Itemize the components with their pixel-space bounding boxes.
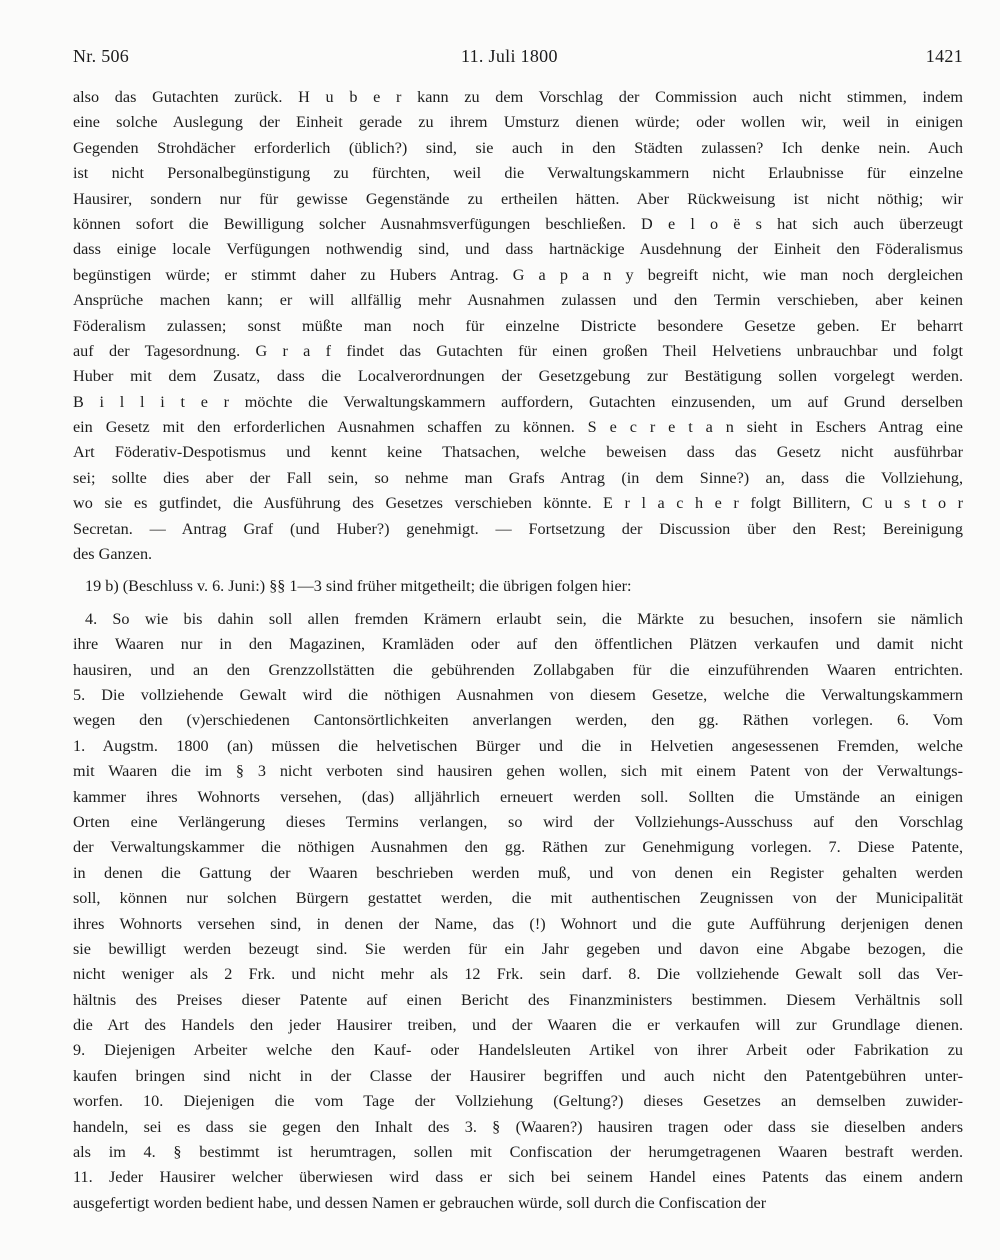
text-line: nicht weniger als 2 Frk. und nicht mehr als 12 Frk. sein darf. 8. Die vollziehende Gewalt soll das Ver- [73, 965, 963, 984]
text-line: Secretan. — Antrag Graf (und Huber?) genehmigt. — Fortsetzung der Discussion über den Rest; Bereinigung [73, 519, 963, 538]
text-line: der Verwaltungskammer die nöthigen Ausnahmen den gg. Räthen zur Genehmigung vorlegen. 7. Diese Patente, [73, 838, 963, 857]
text-line: Huber mit dem Zusatz, dass die Localverordnungen der Gesetzgebung zur Bestätigung sollen vorgelegt werden. [73, 367, 963, 386]
text-line: 9. Diejenigen Arbeiter welche den Kauf- oder Handelsleuten Artikel von ihrer Arbeit oder Fabrikation zu [73, 1041, 963, 1060]
text-line: Art Föderativ-Despotismus und kennt keine Thatsachen, welche beweisen dass das Gesetz nicht ausführbar [73, 443, 963, 462]
text-line: kaufen bringen sind nicht in der Classe der Hausirer begriffen und auch nicht den Patentgebühren unter- [73, 1066, 963, 1085]
text-line: eine solche Auslegung der Einheit gerade zu ihrem Umsturz dienen würde; oder wollen wir, weil in einigen [73, 113, 963, 132]
text-line: worfen. 10. Diejenigen die vom Tage der Vollziehung (Geltung?) dieses Gesetzes an demselben zuwider- [73, 1092, 963, 1111]
text-line: wegen den (v)erschiedenen Cantonsörtlichkeiten anverlangen werden, den gg. Räthen vorlegen. 6. Vom [73, 711, 963, 730]
text-line: also das Gutachten zurück. H u b e r kann zu dem Vorschlag der Commission auch nicht stimmen, indem [73, 88, 963, 106]
text-line: 5. Die vollziehende Gewalt wird die nöthigen Ausnahmen von diesem Gesetze, welche die Verwaltungskammern [73, 685, 963, 704]
document-body [73, 85, 963, 1216]
text-line: handeln, sei es dass sie gegen den Inhalt des 3. § (Waaren?) hausiren tragen oder dass sie dieselben anders [73, 1117, 963, 1136]
text-line: ihre Waaren nur in den Magazinen, Kramläden oder auf den öffentlichen Plätzen verkaufen und damit nicht [73, 635, 963, 654]
text-line: die Art des Handels den jeder Hausirer treiben, und der Waaren die er verkaufen will zur Grundlage dienen. [73, 1016, 963, 1035]
text-line: Hausirer, sondern nur für gewisse Gegenstände zu ertheilen hätten. Aber Rückweisung ist nicht nöthig; wir [73, 189, 963, 208]
paragraph [73, 607, 963, 1216]
text-line: ihres Wohnorts versehen sind, in denen der Name, das (!) Wohnort und die gute Aufführung derjenigen denen [73, 914, 963, 933]
text-line: in denen die Gattung der Waaren beschrieben werden muß, und von denen ein Register gehalten werden [73, 863, 963, 882]
text-line: Ansprüche machen kann; er will allfällig mehr Ausnahmen zulassen und den Termin verschieben, aber keinen [73, 291, 963, 310]
text-line: hältnis des Preises dieser Patente auf einen Bericht des Finanzministers bestimmen. Diesem Verhältnis soll [73, 990, 963, 1009]
text-line: Gegenden Strohdächer erforderlich (üblich?) sind, sie auch in den Städten zulassen? Ich denke nein. Auch [73, 138, 963, 157]
paragraph-gap [73, 600, 963, 607]
text-line: begünstigen würde; er stimmt daher zu Hubers Antrag. G a p a n y begreift nicht, wie man noch dergleichen [73, 265, 963, 284]
text-line: können sofort die Bewilligung solcher Ausnahmsverfügungen beschließen. D e l o ë s hat sich auch überzeugt [73, 214, 963, 233]
text-line: auf der Tagesordnung. G r a f findet das Gutachten für einen großen Theil Helvetiens unbrauchbar und folgt [73, 341, 963, 360]
page-number: 1421 [925, 46, 963, 66]
text-line: kammer ihres Wohnorts versehen, (das) alljährlich erneuert werden soll. Sollten die Umstände an einigen [73, 787, 963, 806]
text-line: als im 4. § bestimmt ist herumtragen, sollen mit Confiscation der herumgetragenen Waaren bestraft werden. [73, 1143, 963, 1162]
text-line: 1. Augstm. 1800 (an) müssen die helvetischen Bürger und die in Helvetien angesessenen Fremden, welche [73, 736, 963, 755]
text-line: soll, können nur solchen Bürgern gestattet werden, die mit authentischen Zeugnissen von der Municipalität [73, 889, 963, 908]
text-line: B i l l i t e r möchte die Verwaltungskammern auffordern, Gutachten einzusenden, um auf Grund derselben [73, 392, 963, 411]
text-line: 4. So wie bis dahin soll allen fremden Krämern erlaubt sein, die Märkte zu besuchen, insofern sie nämlich [85, 609, 963, 628]
running-header [73, 46, 963, 72]
text-line: dass einige locale Verfügungen nothwendig sind, und dass hartnäckige Ausdehnung der Einheit den Föderalismus [73, 240, 963, 259]
text-line: Föderalism zulassen; sonst müßte man noch für einzelne Districte besondere Gesetze geben. Er beharrt [73, 316, 963, 335]
text-line: ausgefertigt worden bedient habe, und dessen Namen er gebrauchen würde, soll durch die Confiscation der [73, 1193, 767, 1212]
text-line: 11. Jeder Hausirer welcher überwiesen wird dass er sich bei seinem Handel eines Patents das einem andern [73, 1168, 963, 1187]
header-date: 11. Juli 1800 [461, 46, 558, 66]
text-line: ein Gesetz mit den erforderlichen Ausnahmen schaffen zu können. S e c r e t a n sieht in Eschers Antrag eine [73, 418, 963, 437]
document-number: Nr. 506 [73, 46, 130, 66]
paragraph-gap [73, 567, 963, 574]
text-line: wo sie es gutfindet, die Ausführung des Gesetzes verschieben könnte. E r l a c h e r folgt Billitern, C u s t o r [73, 494, 963, 513]
text-line: 19 b) (Beschluss v. 6. Juni:) §§ 1—3 sind früher mitgetheilt; die übrigen folgen hier: [85, 577, 632, 596]
paragraph [73, 574, 963, 599]
text-line: des Ganzen. [73, 545, 153, 564]
text-line: sie bewilligt werden bezeugt sind. Sie werden für ein Jahr gegeben und davon eine Abgabe bezogen, die [73, 939, 963, 958]
text-line: Orten eine Verlängerung dieses Termins verlangen, so wird der Vollziehungs-Ausschuss auf den Vorschlag [73, 812, 963, 831]
text-line: mit Waaren die im § 3 nicht verboten sind hausiren gehen wollen, sich mit einem Patent von der Verwaltungs- [73, 762, 963, 781]
text-line: ist nicht Personalbegünstigung zu fürchten, weil die Verwaltungskammern nicht Erlaubnisse für einzelne [73, 164, 963, 183]
text-line: hausiren, und an den Grenzzollstätten die gebührenden Zollabgaben für die einzuführenden Waaren entrichten. [73, 660, 963, 679]
text-line: sei; sollte dies aber der Fall sein, so nehme man Grafs Antrag (in dem Sinne?) an, dass die Vollziehung, [73, 468, 963, 487]
paragraph [73, 85, 963, 567]
